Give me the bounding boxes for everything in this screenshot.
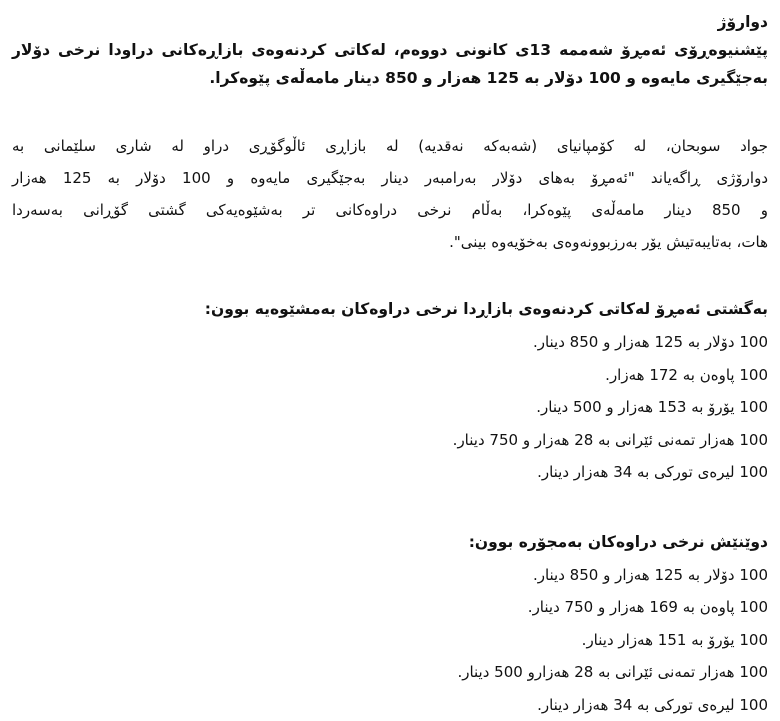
- body-line: جواد سوبحان، لە کۆمپانیای (شەبەکە نەقدیە) لە بازاڕی ئاڵوگۆڕی دراو لە شاری سلێمانی بە: [12, 130, 768, 162]
- rate-item: 100 یۆرۆ بە 151 هەزار دینار.: [12, 624, 768, 657]
- rate-item: 100 هەزار تمەنی ئێرانی بە 28 هەزار و 750 دینار.: [12, 424, 768, 457]
- paragraph-spacer: [12, 92, 768, 130]
- paragraph-spacer: [12, 258, 768, 292]
- headline-line: پێشنیوەڕۆی ئەمڕۆ شەممە 13ی کانونی دووەم، لەکاتی کردنەوەی بازاڕەکانی دراودا نرخی دۆلار: [12, 36, 768, 64]
- opening-rates-title: بەگشتی ئەمڕۆ لەکاتی کردنەوەی بازاڕدا نرخی دراوەکان بەمشێوەیە بوون:: [12, 292, 768, 326]
- headline-block: [12, 8, 768, 92]
- rate-item: 100 لیرەی تورکی بە 34 هەزار دینار.: [12, 689, 768, 721]
- yesterday-rates-section: [12, 525, 768, 721]
- opening-rates-section: [12, 292, 768, 489]
- rate-item: 100 هەزار تمەنی ئێرانی بە 28 هەزارو 500 دینار.: [12, 656, 768, 689]
- rate-item: 100 یۆرۆ بە 153 هەزار و 500 دینار.: [12, 391, 768, 424]
- rate-item: 100 پاوەن بە 172 هەزار.: [12, 359, 768, 392]
- rate-item: 100 دۆلار بە 125 هەزار و 850 دینار.: [12, 326, 768, 359]
- headline-line: بەجێگیری مایەوە و 100 دۆلار بە 125 هەزار و 850 دینار مامەڵەی پێوەکرا.: [12, 64, 768, 92]
- rate-item: 100 پاوەن بە 169 هەزار و 750 دینار.: [12, 591, 768, 624]
- rate-item: 100 لیرەی تورکی بە 34 هەزار دینار.: [12, 456, 768, 489]
- body-line: و 850 دینار مامەڵەی پێوەکرا، بەڵام نرخی دراوەکانی تر بەشێوەیەکی گشتی گۆڕانی بەسەردا: [12, 194, 768, 226]
- body-line: هات، بەتایبەتیش یۆر بەرزبوونەوەی بەخۆیەوە بینی".: [12, 226, 768, 258]
- source-label: دوارۆژ: [12, 8, 768, 36]
- paragraph-spacer: [12, 489, 768, 525]
- rate-item: 100 دۆلار بە 125 هەزار و 850 دینار.: [12, 559, 768, 592]
- yesterday-rates-title: دوێنێش نرخی دراوەکان بەمجۆرە بوون:: [12, 525, 768, 559]
- body-paragraph: [12, 130, 768, 258]
- body-line: دوارۆژی ڕاگەیاند "ئەمڕۆ بەهای دۆلار بەرامبەر دینار بەجێگیری مایەوە و 100 دۆلار بە 125 هەزار: [12, 162, 768, 194]
